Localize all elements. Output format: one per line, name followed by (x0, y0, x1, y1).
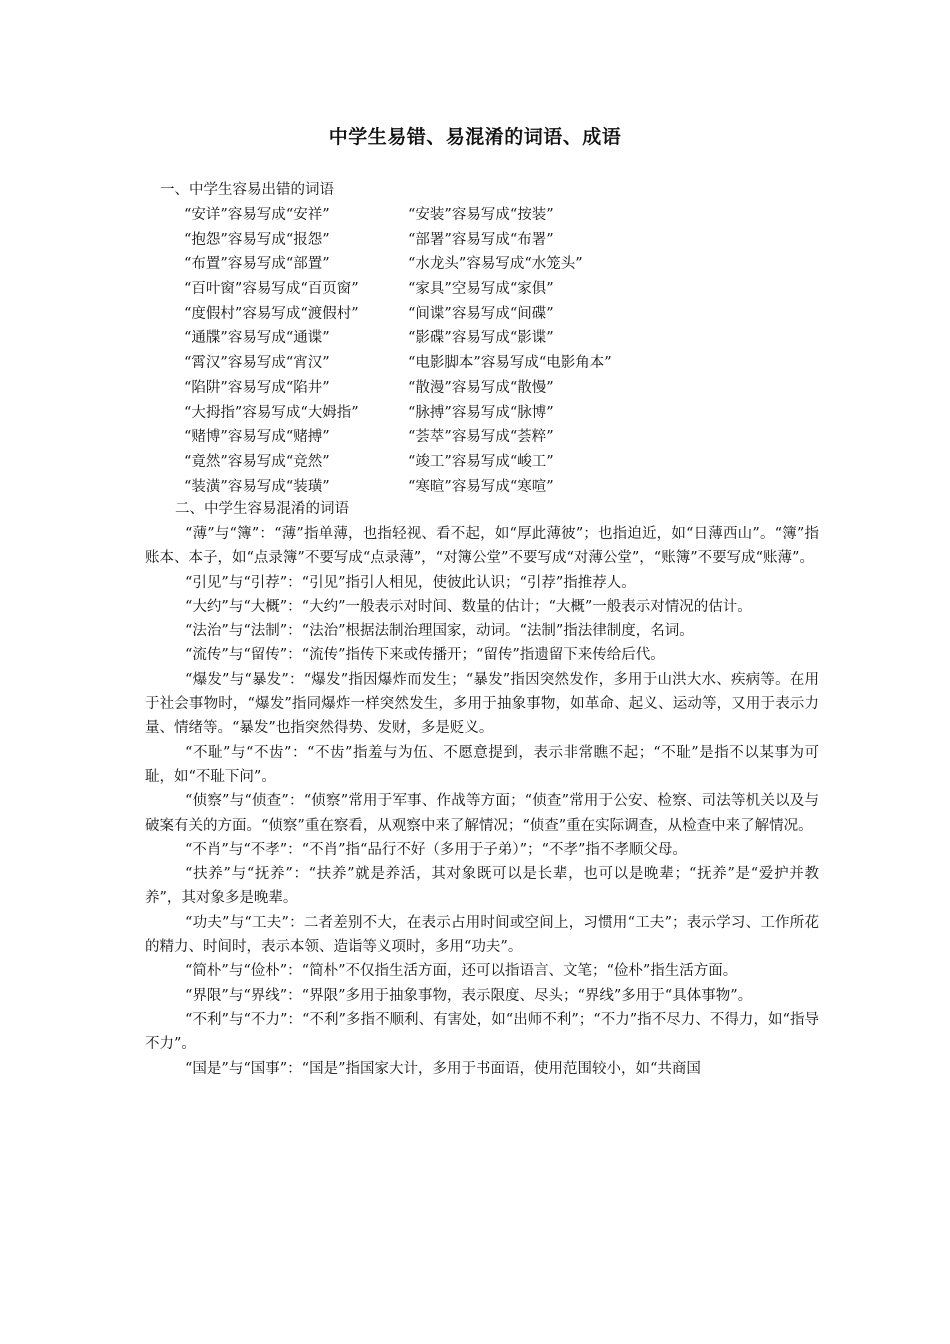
error-pair-right: “部署”容易写成“布署” (408, 231, 554, 248)
definition-paragraph: “扶养”与“抚养”：“扶养”就是养活，其对象既可以是长辈，也可以是晚辈；“抚养”是“爱护并教养”，其对象多是晚辈。 (145, 866, 819, 907)
error-pair-right: “脉搏”容易写成“脉博” (408, 404, 554, 421)
definition-paragraph: “不耻”与“不齿”：“不齿”指羞与为伍、不愿意提到，表示非常瞧不起；“不耻”是指不以某事为可耻，如“不耻下问”。 (145, 744, 819, 785)
section-confusing-words (145, 497, 819, 1081)
error-pair-right: “散漫”容易写成“散慢” (408, 379, 554, 396)
error-pair-left: “布置”容易写成“部置” (184, 256, 330, 273)
section2-heading: 二、中学生容易混淆的词语 (175, 501, 349, 517)
definition-paragraph: “引见”与“引荐”：“引见”指引人相见，使彼此认识；“引荐”指推荐人。 (185, 574, 636, 591)
word-pair-row (160, 425, 840, 450)
error-pair-left: “陷阱”容易写成“陷井” (184, 379, 330, 396)
error-pair-left: “装潢”容易写成“装璜” (184, 478, 330, 495)
definition-paragraph: “不利”与“不力”：“不利”多指不顺利、有害处，如“出师不利”；“不力”指不尽力、不得力，如“指导不力”。 (145, 1011, 819, 1053)
definition-paragraph: “爆发”与“暴发”：“爆发”指因爆炸而发生；“暴发”指因突然发作，多用于山洪大水、疾病等。在用于社会事物时，“爆发”指同爆炸一样突然发生，多用于抽象事物，如革命、起义、运动等，又用于表示力量、情绪等。“暴发”也指突然得势、发财，多是贬义。 (145, 671, 819, 737)
error-pair-right: “电影脚本”容易写成“电影角本” (408, 355, 612, 372)
definition-paragraph: “薄”与“簿”：“薄”指单薄，也指轻视、看不起，如“厚此薄彼”；也指迫近，如“日薄西山”。“簿”指账本、本子，如“点录簿”不要写成“点录薄”，“对簿公堂”不要写成“对薄公堂”，“账簿”不要写成“账薄”。 (145, 526, 819, 567)
word-pair-row (160, 351, 840, 376)
word-pair-row (160, 252, 840, 277)
word-pair-row (160, 277, 840, 302)
error-pair-right: “水龙头”容易写成“水笼头” (408, 256, 583, 273)
error-pair-right: “竣工”容易写成“峻工” (408, 453, 554, 470)
word-pair-row (160, 203, 840, 228)
error-pair-left: “百叶窗”容易写成“百页窗” (184, 281, 359, 298)
document-title: 中学生易错、易混淆的词语、成语 (328, 126, 622, 148)
error-pair-left: “大拇指”容易写成“大姆指” (184, 404, 359, 421)
definition-paragraph: “法治”与“法制”：“法治”根据法制治理国家，动词。“法制”指法律制度，名词。 (185, 623, 694, 640)
word-pair-row (160, 475, 840, 500)
error-pair-right: “安装”容易写成“按装” (408, 207, 554, 223)
word-pair-row (160, 376, 840, 401)
error-pair-right: “间谍”容易写成“间碟” (408, 305, 554, 322)
error-pair-left: “度假村”容易写成“渡假村” (184, 305, 359, 322)
word-pair-row (160, 326, 840, 351)
error-pair-right: “荟萃”容易写成“荟粹” (408, 429, 554, 446)
error-pair-left: “霄汉”容易写成“宵汉” (184, 355, 330, 372)
definition-paragraph: “功夫”与“工夫”：二者差别不大，在表示占用时间或空间上，习惯用“工夫”；表示学习、工作所花的精力、时间时，表示本领、造诣等义项时，多用“功夫”。 (145, 914, 819, 956)
error-pair-right: “家具”空易写成“家俱” (408, 281, 554, 298)
word-pair-row (160, 302, 840, 327)
definition-paragraph: “界限”与“界线”：“界限”多用于抽象事物，表示限度、尽头；“界线”多用于“具体事物”。 (185, 987, 753, 1004)
error-pair-right: “寒暄”容易写成“寒喧” (408, 478, 554, 495)
word-pair-row (160, 228, 840, 253)
definition-paragraph: “不肖”与“不孝”：“不肖”指“品行不好（多用于子弟）”；“不孝”指不孝顺父母。 (185, 841, 687, 858)
error-pair-left: “赌博”容易写成“赌搏” (184, 429, 330, 446)
section-common-errors (160, 178, 840, 499)
definition-paragraph: “简朴”与“俭朴”：“简朴”不仅指生活方面，还可以指语言、文笔；“俭朴”指生活方面。 (185, 963, 738, 980)
error-pair-left: “抱怨”容易写成“报怨” (184, 231, 330, 248)
error-pair-right: “影碟”容易写成“影谍” (408, 330, 554, 347)
word-pair-row (160, 401, 840, 426)
definition-paragraph: “侦察”与“侦查”：“侦察”常用于军事、作战等方面；“侦查”常用于公安、检察、司法等机关以及与破案有关的方面。“侦察”重在察看，从观察中来了解情况；“侦查”重在实际调查，从检查中来了解情况。 (145, 793, 819, 834)
definition-paragraph: “国是”与“国事”：“国是”指国家大计，多用于书面语，使用范围较小，如“共商国 (185, 1060, 701, 1077)
word-pair-row (160, 450, 840, 475)
error-pair-left: “安详”容易写成“安祥” (184, 207, 330, 223)
section1-heading: 一、中学生容易出错的词语 (160, 182, 334, 198)
definition-paragraph: “流传”与“留传”：“流传”指传下来或传播开；“留传”指遗留下来传给后代。 (185, 647, 665, 664)
error-pair-left: “通牒”容易写成“通谍” (184, 330, 330, 347)
definition-paragraph: “大约”与“大概”：“大约”一般表示对时间、数量的估计；“大概”一般表示对情况的估计。 (185, 598, 752, 615)
error-pair-left: “竟然”容易写成“竞然” (184, 453, 330, 470)
